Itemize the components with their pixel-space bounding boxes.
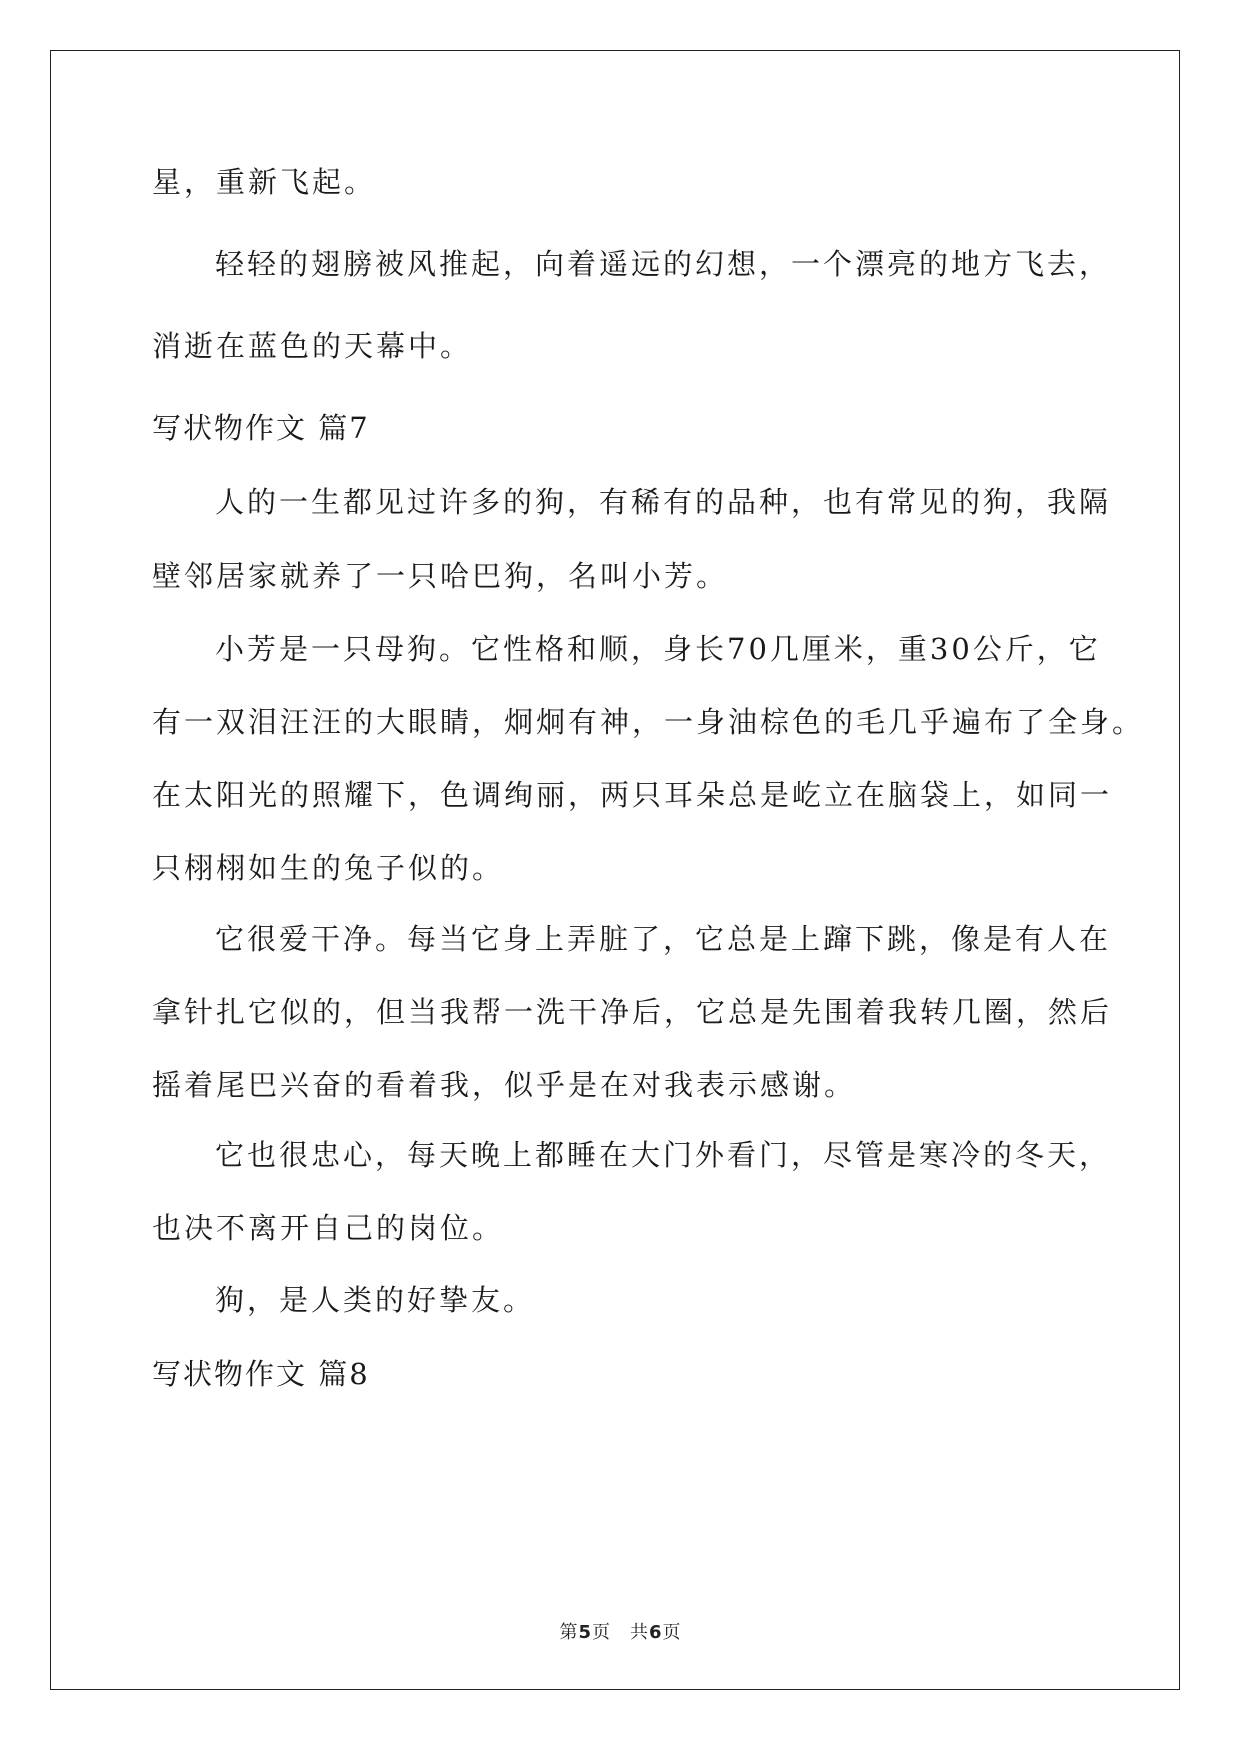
paragraph-line: 星，重新飞起。 bbox=[152, 165, 377, 199]
page-footer bbox=[0, 1618, 1241, 1644]
paragraph-line: 小芳是一只母狗。它性格和顺，身长70几厘米，重30公斤，它 bbox=[215, 632, 1101, 666]
paragraph-line: 有一双泪汪汪的大眼睛，炯炯有神，一身油棕色的毛几乎遍布了全身。 bbox=[152, 705, 1145, 739]
paragraph-line: 它也很忠心，每天晚上都睡在大门外看门，尽管是寒冷的冬天， bbox=[215, 1138, 1112, 1172]
section-heading: 写状物作文 篇7 bbox=[152, 411, 370, 445]
paragraph-line: 只栩栩如生的兔子似的。 bbox=[152, 851, 505, 885]
current-page-number: 5 bbox=[578, 1622, 592, 1643]
paragraph-line: 消逝在蓝色的天幕中。 bbox=[152, 329, 473, 363]
paragraph-line: 人的一生都见过许多的狗，有稀有的品种，也有常见的狗，我隔 bbox=[215, 485, 1112, 519]
paragraph-line: 摇着尾巴兴奋的看着我，似乎是在对我表示感谢。 bbox=[152, 1068, 857, 1102]
page-prefix: 第 bbox=[559, 1622, 579, 1643]
total-page-number: 6 bbox=[649, 1622, 663, 1643]
paragraph-line: 也决不离开自己的岗位。 bbox=[152, 1211, 505, 1245]
paragraph-line: 壁邻居家就养了一只哈巴狗，名叫小芳。 bbox=[152, 559, 729, 593]
paragraph-line: 拿针扎它似的，但当我帮一洗干净后，它总是先围着我转几圈，然后 bbox=[152, 995, 1113, 1029]
paragraph-line: 在太阳光的照耀下，色调绚丽，两只耳朵总是屹立在脑袋上，如同一 bbox=[152, 778, 1113, 812]
paragraph-line: 轻轻的翅膀被风推起，向着遥远的幻想，一个漂亮的地方飞去， bbox=[215, 247, 1112, 281]
page-suffix: 页 bbox=[662, 1622, 682, 1643]
paragraph-line: 它很爱干净。每当它身上弄脏了，它总是上蹿下跳，像是有人在 bbox=[215, 922, 1112, 956]
paragraph-line: 狗，是人类的好挚友。 bbox=[215, 1283, 536, 1317]
section-heading: 写状物作文 篇8 bbox=[152, 1357, 370, 1391]
page-middle: 页 共 bbox=[592, 1622, 649, 1643]
